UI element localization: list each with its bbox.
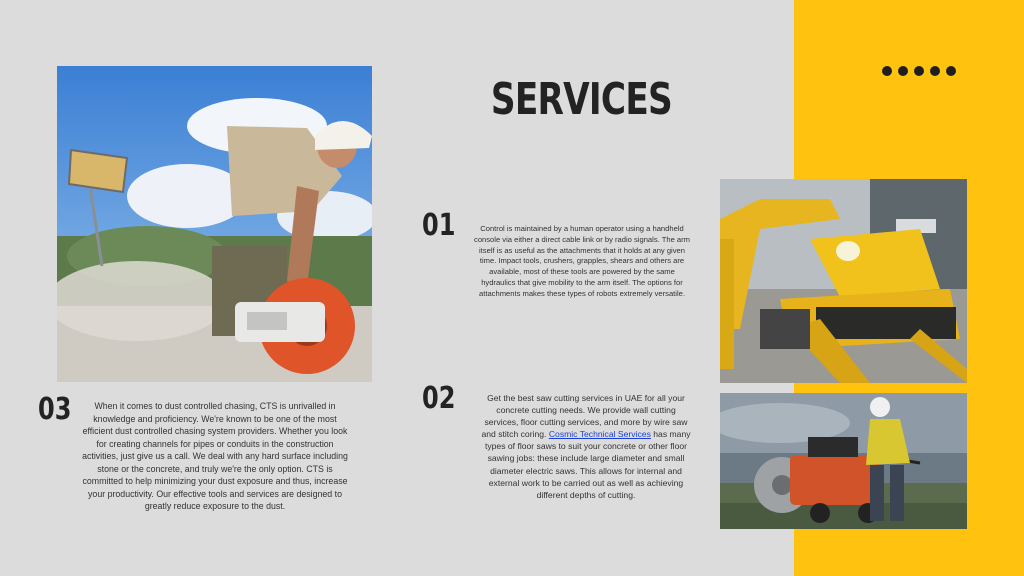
- service-02-text-before: Get the best saw cutting services in UAE for all your concrete cutting needs. We provide wall cutting services, floor cutting services, and more by wire saw and stitch coring.: [481, 393, 688, 440]
- service-number-03: 03: [38, 392, 72, 427]
- service-number-02: 02: [422, 381, 456, 416]
- service-01-description: Control is maintained by a human operator using a handheld console via either a direct cable link or by radio signals. The arm itself is as useful as the attachments that it holds at any given time. Impact tools, crushers, grapples, shears and others are available, most of these tools are powered by the same hydraulics that give mobility to the arm itself. The options for attachments makes these types of robots extremely versatile.: [474, 224, 690, 298]
- service-02-text-after: has many types of floor saws to suit your concrete or other floor sawing jobs: these include large diameter and small diameter electric saws. This allows for internal and external work to be carried out as well as achieving different depths of cutting.: [484, 429, 691, 500]
- five-dots-icon: [882, 66, 956, 76]
- worker-cutting-concrete-photo: [57, 66, 372, 382]
- page-title: SERVICES: [490, 74, 672, 125]
- floor-saw-worker-photo: [720, 393, 967, 529]
- service-02-description: [480, 392, 692, 501]
- demolition-robot-photo: [720, 179, 967, 383]
- service-number-01: 01: [422, 208, 456, 243]
- service-03-description: When it comes to dust controlled chasing, CTS is unrivalled in knowledge and proficiency. We're known to be one of the most efficient dust controlled chasing system providers. Whether you look for creating channels for pipes or conduits in the construction activities, just give us a call. We deal with any hard surface including stone or the concrete, and truly we're the only option. CTS is committed to help minimizing your dust exposure and thus, increase your productivity. Our effective tools and services are designed to greatly reduce exposure to the dust.: [82, 401, 348, 511]
- cosmic-technical-services-link[interactable]: Cosmic Technical Services: [548, 429, 651, 440]
